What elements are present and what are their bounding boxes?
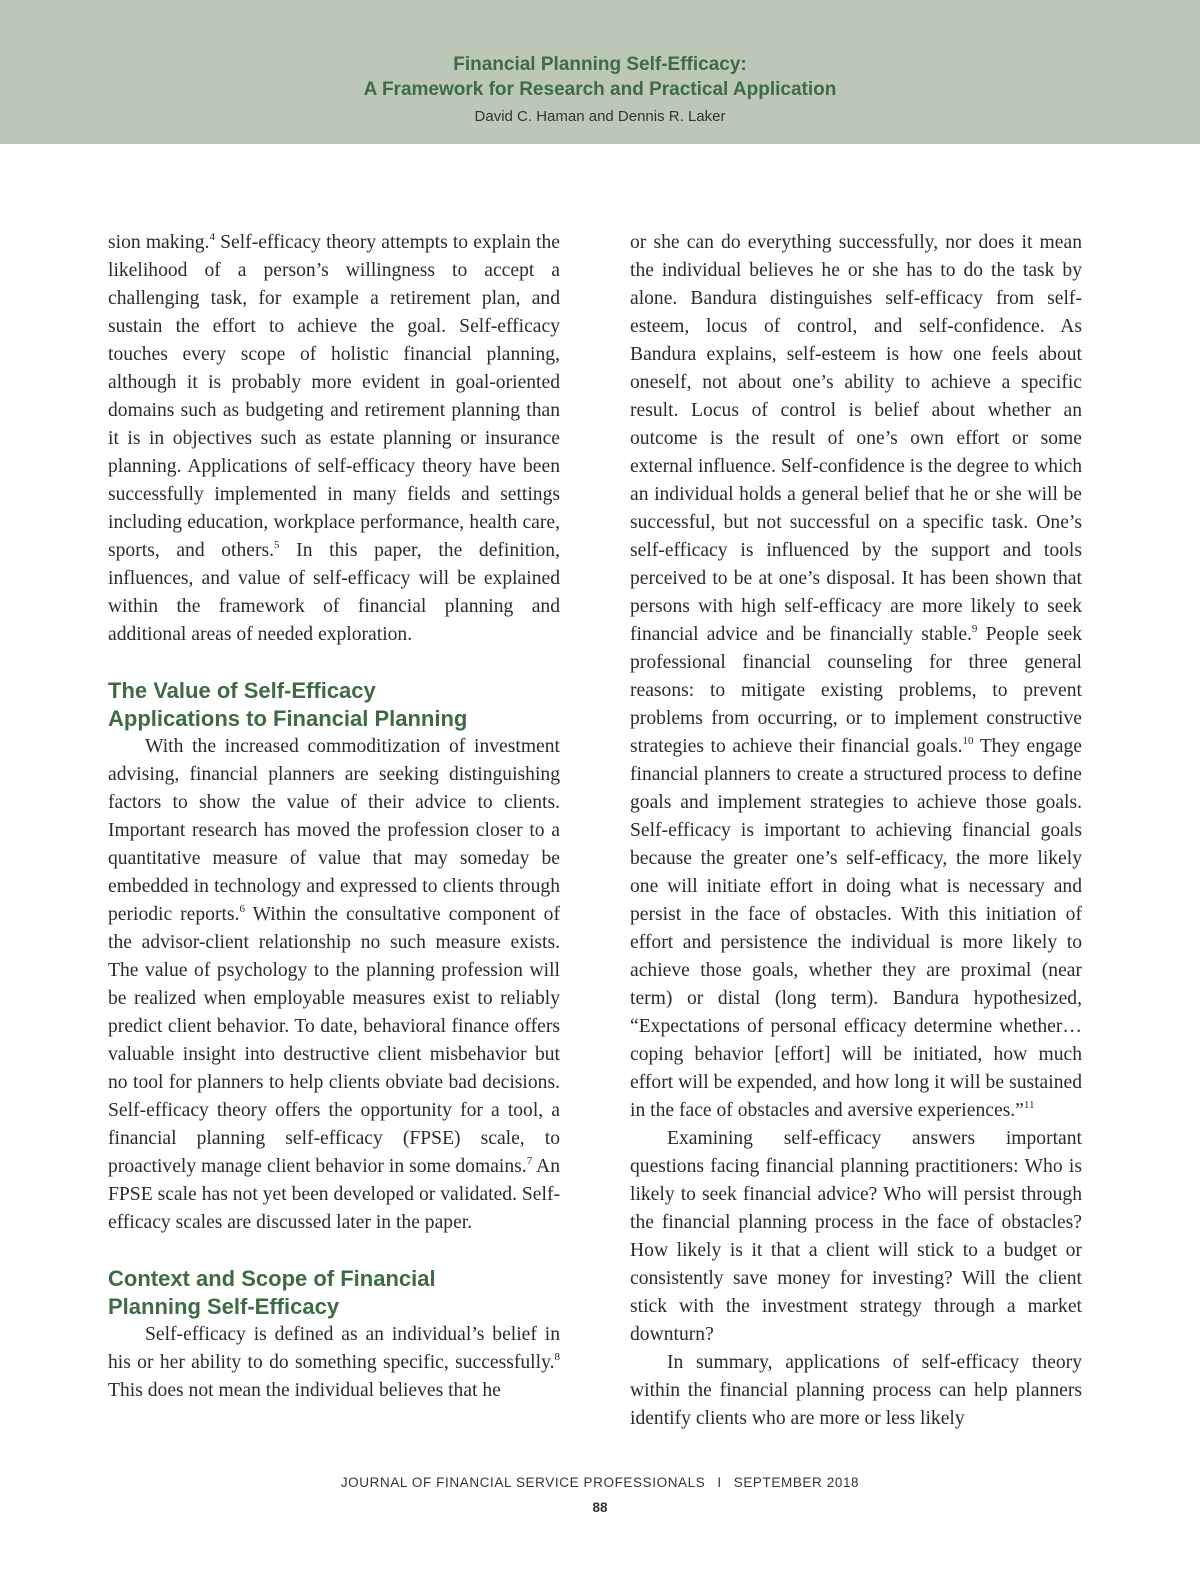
- text-run: Within the consultative component of the advisor-client relationship no such measure exists. The value of psychology to the planning profession will be realized when employable measures exist to reliably predict client behavior. To date, behavioral finance offers valuable insight into destructive client misbehavior but no tool for planners to help clients obviate bad decisions. Self-efficacy theory offers the opportunity for a tool, a financial planning self-efficacy (FPSE) scale, to proactively manage client behavior in some domains.: [108, 904, 560, 1177]
- section-heading-context: [108, 1265, 560, 1321]
- text-run: Self-efficacy theory attempts to explain the likelihood of a person’s willingness to accept a challenging task, for example a retirement plan, and sustain the effort to achieve the goal. Self-efficacy touches every scope of holistic financial planning, although it is probably more evident in goal-oriented domains such as budgeting and retirement planning than it is in objectives such as estate planning or insurance planning. Applications of self-efficacy theory have been successfully implemented in many fields and settings including education, workplace performance, health care, sports, and others.: [108, 232, 560, 561]
- footnote-ref: 11: [1023, 1099, 1035, 1111]
- text-run: People seek professional financial counseling for three general reasons: to mitigate existing problems, to prevent problems from occurring, or to implement constructive strategies to achieve their financial goals.: [630, 624, 1082, 757]
- section-heading-value: [108, 677, 560, 733]
- page-number: 88: [592, 1500, 608, 1515]
- intro-paragraph: [108, 229, 560, 649]
- article-authors: David C. Haman and Dennis R. Laker: [474, 108, 726, 125]
- article-title-line-1: Financial Planning Self-Efficacy:: [453, 54, 747, 75]
- summary-paragraph: In summary, applications of self-efficacy theory within the financial planning process can help planners identify clients who are more or less likely: [630, 1352, 1082, 1429]
- footnote-ref: 6: [239, 903, 245, 915]
- heading-line: Applications to Financial Planning: [108, 706, 468, 731]
- text-run: Self-efficacy is defined as an individual’s belief in his or her ability to do something specific, successfully.: [108, 1324, 560, 1373]
- header-band: [0, 0, 1200, 144]
- journal-issue: SEPTEMBER 2018: [733, 1475, 860, 1490]
- examining-paragraph: Examining self-efficacy answers important questions facing financial planning practitioners: Who is likely to seek financial advice? Who will persist through the financial planning process in the face of obstacles? How likely is it that a client will stick to a budget or consistently save money for investing? Will the client stick with the investment strategy through a market downturn?: [630, 1128, 1082, 1345]
- right-column: [630, 229, 1082, 1433]
- section-context-paragraph: [108, 1321, 560, 1405]
- text-run: sion making.: [108, 232, 210, 253]
- footnote-ref: 10: [962, 735, 974, 747]
- heading-line: Planning Self-Efficacy: [108, 1294, 340, 1319]
- text-run: or she can do everything successfully, nor does it mean the individual believes he or she has to do the task by alone. Bandura distinguishes self-efficacy from self-esteem, locus of control, and self-confidence. As Bandura explains, self-esteem is how one feels about oneself, not about one’s ability to achieve a specific result. Locus of control is belief about whether an outcome is the result of one’s own effort or some external influence. Self-confidence is the degree to which an individual holds a general belief that he or she will be successful, but not successful on a specific task. One’s self-efficacy is influenced by the support and tools perceived to be at one’s disposal. It has been shown that persons with high self-efficacy are more likely to seek financial advice and be financially stable.: [630, 232, 1082, 645]
- article-title-line-2: A Framework for Research and Practical Application: [363, 79, 837, 100]
- continued-paragraph: [630, 229, 1082, 1125]
- heading-line: Context and Scope of Financial: [108, 1266, 436, 1291]
- footnote-ref: 4: [209, 231, 215, 243]
- text-run: With the increased commoditization of investment advising, financial planners are seeking distinguishing factors to show the value of their advice to clients. Important research has moved the profession closer to a quantitative measure of value that may someday be embedded in technology and expressed to clients through periodic reports.: [108, 736, 560, 925]
- text-run: They engage financial planners to create a structured process to define goals and implement strategies to achieve those goals. Self-efficacy is important to achieving financial goals because the greater one’s self-efficacy, the more likely one will initiate effort in doing what is necessary and persist in the face of obstacles. With this initiation of effort and persistence the individual is more likely to achieve those goals, whether they are proximal (near term) or distal (long term). Bandura hypothesized, “Expectations of personal efficacy determine whether…coping behavior [effort] will be initiated, how much effort will be expended, and how long it will be sustained in the face of obstacles and aversive experiences.”: [630, 736, 1082, 1121]
- footnote-ref: 9: [971, 623, 978, 635]
- text-run: In this paper, the definition, influences, and value of self-efficacy will be explained within the framework of financial planning and additional areas of needed exploration.: [108, 540, 560, 645]
- text-run: An FPSE scale has not yet been developed or validated. Self-efficacy scales are discussed later in the paper.: [108, 1156, 560, 1233]
- footnote-ref: 7: [526, 1155, 533, 1167]
- footnote-ref: 8: [554, 1351, 560, 1363]
- text-run: This does not mean the individual believes that he: [108, 1380, 501, 1401]
- journal-name: JOURNAL OF FINANCIAL SERVICE PROFESSIONALS: [340, 1475, 706, 1490]
- section-value-paragraph: [108, 733, 560, 1237]
- footer-journal-line: [0, 1475, 1200, 1490]
- footnote-ref: 5: [274, 539, 280, 551]
- left-column: [108, 229, 560, 1405]
- footer-separator: I: [717, 1475, 722, 1490]
- heading-line: The Value of Self-Efficacy: [108, 678, 376, 703]
